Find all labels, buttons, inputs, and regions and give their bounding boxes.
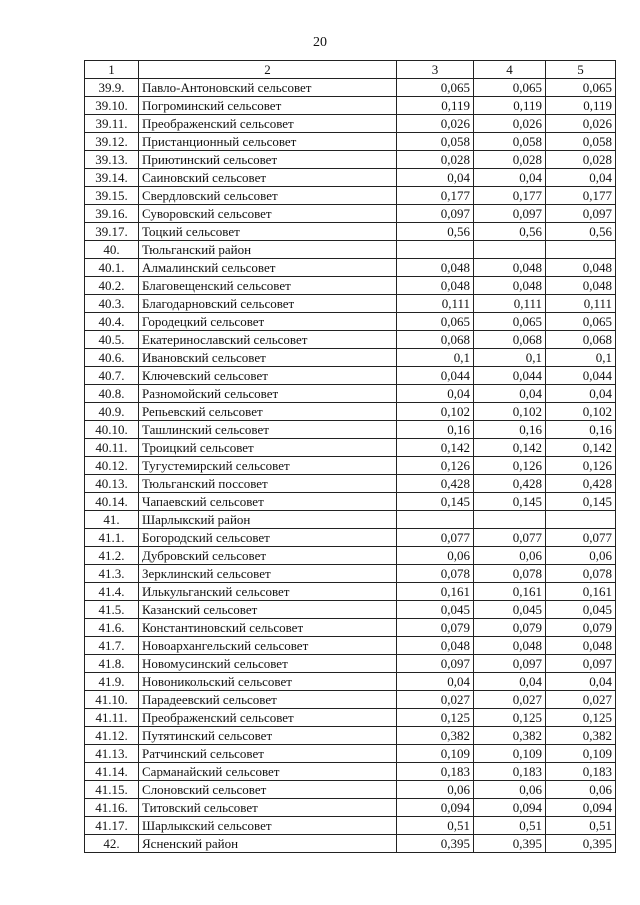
row-name: Новомусинский сельсовет (139, 655, 397, 673)
row-value-3: 0,51 (397, 817, 474, 835)
row-name: Приютинский сельсовет (139, 151, 397, 169)
table-row (85, 367, 616, 385)
row-value-4 (474, 511, 546, 529)
row-value-5: 0,065 (546, 79, 616, 97)
row-name: Ратчинский сельсовет (139, 745, 397, 763)
row-name: Тюльганский поссовет (139, 475, 397, 493)
row-value-3: 0,04 (397, 169, 474, 187)
row-name: Тугустемирский сельсовет (139, 457, 397, 475)
row-value-5: 0,56 (546, 223, 616, 241)
table-row (85, 169, 616, 187)
row-name: Свердловский сельсовет (139, 187, 397, 205)
row-name: Новоникольский сельсовет (139, 673, 397, 691)
table-row (85, 331, 616, 349)
row-name: Разномойский сельсовет (139, 385, 397, 403)
row-number: 41.7. (85, 637, 139, 655)
row-name: Чапаевский сельсовет (139, 493, 397, 511)
row-value-5: 0,382 (546, 727, 616, 745)
table-row (85, 295, 616, 313)
row-value-5: 0,125 (546, 709, 616, 727)
row-name: Саиновский сельсовет (139, 169, 397, 187)
row-number: 41.3. (85, 565, 139, 583)
row-value-5: 0,126 (546, 457, 616, 475)
row-value-5: 0,06 (546, 547, 616, 565)
row-number: 40.7. (85, 367, 139, 385)
row-name: Ключевский сельсовет (139, 367, 397, 385)
row-name: Титовский сельсовет (139, 799, 397, 817)
row-value-4: 0,06 (474, 547, 546, 565)
row-value-3: 0,161 (397, 583, 474, 601)
table-row (85, 439, 616, 457)
row-value-4: 0,079 (474, 619, 546, 637)
row-value-5: 0,428 (546, 475, 616, 493)
row-value-5: 0,04 (546, 169, 616, 187)
table-row (85, 763, 616, 781)
row-number: 41.13. (85, 745, 139, 763)
row-name: Репьевский сельсовет (139, 403, 397, 421)
row-number: 40.3. (85, 295, 139, 313)
table-row (85, 457, 616, 475)
table-row (85, 835, 616, 853)
row-name: Новоархангельский сельсовет (139, 637, 397, 655)
row-value-4: 0,097 (474, 655, 546, 673)
row-number: 40.1. (85, 259, 139, 277)
row-number: 39.10. (85, 97, 139, 115)
row-value-4: 0,048 (474, 259, 546, 277)
row-number: 41.4. (85, 583, 139, 601)
row-number: 40.11. (85, 439, 139, 457)
row-value-3: 0,027 (397, 691, 474, 709)
row-number: 42. (85, 835, 139, 853)
row-name: Преображенский сельсовет (139, 115, 397, 133)
table-row (85, 259, 616, 277)
row-number: 39.13. (85, 151, 139, 169)
row-value-5: 0,16 (546, 421, 616, 439)
row-value-3 (397, 511, 474, 529)
row-number: 41.8. (85, 655, 139, 673)
table-header-row (85, 61, 616, 79)
row-number: 40.5. (85, 331, 139, 349)
table-row (85, 565, 616, 583)
row-number: 41.16. (85, 799, 139, 817)
row-value-4: 0,048 (474, 637, 546, 655)
row-value-5: 0,1 (546, 349, 616, 367)
row-name: Павло-Антоновский сельсовет (139, 79, 397, 97)
row-value-4: 0,161 (474, 583, 546, 601)
row-value-5: 0,097 (546, 655, 616, 673)
row-number: 41. (85, 511, 139, 529)
row-value-5: 0,048 (546, 637, 616, 655)
row-number: 39.16. (85, 205, 139, 223)
row-value-3: 0,145 (397, 493, 474, 511)
table-row (85, 79, 616, 97)
row-value-5: 0,04 (546, 673, 616, 691)
row-name: Константиновский сельсовет (139, 619, 397, 637)
row-name: Суворовский сельсовет (139, 205, 397, 223)
row-number: 41.6. (85, 619, 139, 637)
row-value-3: 0,428 (397, 475, 474, 493)
row-value-5: 0,183 (546, 763, 616, 781)
row-value-3: 0,068 (397, 331, 474, 349)
row-value-4: 0,04 (474, 673, 546, 691)
row-number: 41.12. (85, 727, 139, 745)
row-value-3: 0,142 (397, 439, 474, 457)
row-value-5: 0,048 (546, 259, 616, 277)
row-value-5: 0,145 (546, 493, 616, 511)
row-value-3: 0,06 (397, 547, 474, 565)
row-name: Ясненский район (139, 835, 397, 853)
table-row (85, 799, 616, 817)
row-value-3: 0,109 (397, 745, 474, 763)
row-number: 40.13. (85, 475, 139, 493)
row-value-3 (397, 241, 474, 259)
row-value-4: 0,044 (474, 367, 546, 385)
row-value-3: 0,16 (397, 421, 474, 439)
data-table (84, 60, 616, 853)
row-value-3: 0,06 (397, 781, 474, 799)
row-value-3: 0,077 (397, 529, 474, 547)
row-name: Благодарновский сельсовет (139, 295, 397, 313)
row-value-3: 0,094 (397, 799, 474, 817)
row-value-4: 0,068 (474, 331, 546, 349)
row-value-4: 0,177 (474, 187, 546, 205)
row-value-3: 0,058 (397, 133, 474, 151)
row-value-4: 0,04 (474, 385, 546, 403)
table-row (85, 817, 616, 835)
table-body (85, 61, 616, 853)
row-value-3: 0,04 (397, 673, 474, 691)
row-value-3: 0,097 (397, 205, 474, 223)
row-value-3: 0,048 (397, 277, 474, 295)
row-name: Алмалинский сельсовет (139, 259, 397, 277)
row-value-4: 0,097 (474, 205, 546, 223)
row-number: 39.11. (85, 115, 139, 133)
table-row (85, 115, 616, 133)
row-value-4: 0,183 (474, 763, 546, 781)
row-value-3: 0,111 (397, 295, 474, 313)
table-row (85, 151, 616, 169)
row-value-5 (546, 241, 616, 259)
row-value-5: 0,058 (546, 133, 616, 151)
table-row (85, 619, 616, 637)
row-value-5: 0,119 (546, 97, 616, 115)
row-number: 41.14. (85, 763, 139, 781)
table-row (85, 493, 616, 511)
row-value-5: 0,044 (546, 367, 616, 385)
row-value-5: 0,04 (546, 385, 616, 403)
row-value-3: 0,079 (397, 619, 474, 637)
row-number: 40.6. (85, 349, 139, 367)
table-row (85, 691, 616, 709)
row-number: 40.12. (85, 457, 139, 475)
row-name: Тоцкий сельсовет (139, 223, 397, 241)
row-value-4: 0,065 (474, 79, 546, 97)
table-row (85, 421, 616, 439)
row-name: Ташлинский сельсовет (139, 421, 397, 439)
row-value-4: 0,56 (474, 223, 546, 241)
row-value-5: 0,026 (546, 115, 616, 133)
row-value-4: 0,1 (474, 349, 546, 367)
table-row (85, 313, 616, 331)
row-value-5: 0,142 (546, 439, 616, 457)
row-name: Екатеринославский сельсовет (139, 331, 397, 349)
row-value-3: 0,1 (397, 349, 474, 367)
row-value-5: 0,177 (546, 187, 616, 205)
row-value-3: 0,065 (397, 313, 474, 331)
table-row (85, 673, 616, 691)
page-number: 20 (313, 35, 327, 50)
row-value-4: 0,109 (474, 745, 546, 763)
row-name: Путятинский сельсовет (139, 727, 397, 745)
row-value-5 (546, 511, 616, 529)
table-row (85, 745, 616, 763)
row-value-3: 0,048 (397, 637, 474, 655)
table-row (85, 583, 616, 601)
row-number: 40.14. (85, 493, 139, 511)
table-row (85, 223, 616, 241)
row-value-3: 0,04 (397, 385, 474, 403)
row-name: Зерклинский сельсовет (139, 565, 397, 583)
row-name: Парадеевский сельсовет (139, 691, 397, 709)
table-row (85, 349, 616, 367)
table-row (85, 601, 616, 619)
table-row (85, 205, 616, 223)
row-value-3: 0,028 (397, 151, 474, 169)
row-value-5: 0,111 (546, 295, 616, 313)
row-value-3: 0,56 (397, 223, 474, 241)
header-col-4: 4 (474, 61, 546, 79)
row-name: Ивановский сельсовет (139, 349, 397, 367)
row-value-3: 0,045 (397, 601, 474, 619)
header-col-2: 2 (139, 61, 397, 79)
table-row (85, 637, 616, 655)
row-value-4: 0,04 (474, 169, 546, 187)
row-number: 40.8. (85, 385, 139, 403)
row-value-5: 0,161 (546, 583, 616, 601)
row-value-5: 0,068 (546, 331, 616, 349)
row-name: Городецкий сельсовет (139, 313, 397, 331)
table-row (85, 529, 616, 547)
row-number: 39.14. (85, 169, 139, 187)
row-name: Пристанционный сельсовет (139, 133, 397, 151)
row-number: 39.12. (85, 133, 139, 151)
row-number: 41.9. (85, 673, 139, 691)
row-number: 40.9. (85, 403, 139, 421)
row-number: 40.4. (85, 313, 139, 331)
table-row (85, 655, 616, 673)
table-row (85, 277, 616, 295)
row-name: Дубровский сельсовет (139, 547, 397, 565)
row-value-5: 0,045 (546, 601, 616, 619)
row-value-4: 0,428 (474, 475, 546, 493)
row-number: 41.5. (85, 601, 139, 619)
row-value-3: 0,097 (397, 655, 474, 673)
row-value-3: 0,183 (397, 763, 474, 781)
table-row (85, 709, 616, 727)
row-name: Погроминский сельсовет (139, 97, 397, 115)
table-row (85, 547, 616, 565)
row-value-3: 0,119 (397, 97, 474, 115)
row-number: 40.2. (85, 277, 139, 295)
row-name: Преображенский сельсовет (139, 709, 397, 727)
row-number: 41.17. (85, 817, 139, 835)
table-row (85, 187, 616, 205)
row-number: 41.1. (85, 529, 139, 547)
row-number: 41.2. (85, 547, 139, 565)
row-value-3: 0,125 (397, 709, 474, 727)
row-value-3: 0,177 (397, 187, 474, 205)
table-row (85, 97, 616, 115)
table-row (85, 385, 616, 403)
row-value-4 (474, 241, 546, 259)
row-value-4: 0,045 (474, 601, 546, 619)
row-number: 41.11. (85, 709, 139, 727)
header-col-3: 3 (397, 61, 474, 79)
row-value-4: 0,028 (474, 151, 546, 169)
row-value-3: 0,395 (397, 835, 474, 853)
header-col-1: 1 (85, 61, 139, 79)
row-value-4: 0,065 (474, 313, 546, 331)
row-name: Благовещенский сельсовет (139, 277, 397, 295)
row-value-5: 0,51 (546, 817, 616, 835)
table-row (85, 511, 616, 529)
row-number: 39.17. (85, 223, 139, 241)
row-name: Сарманайский сельсовет (139, 763, 397, 781)
row-value-5: 0,048 (546, 277, 616, 295)
row-value-4: 0,111 (474, 295, 546, 313)
table-row (85, 403, 616, 421)
row-value-4: 0,382 (474, 727, 546, 745)
row-name: Тюльганский район (139, 241, 397, 259)
row-number: 39.9. (85, 79, 139, 97)
row-value-3: 0,382 (397, 727, 474, 745)
table-row (85, 241, 616, 259)
row-value-4: 0,145 (474, 493, 546, 511)
row-value-4: 0,058 (474, 133, 546, 151)
row-value-5: 0,109 (546, 745, 616, 763)
row-name: Шарлыкский район (139, 511, 397, 529)
row-value-4: 0,126 (474, 457, 546, 475)
row-value-5: 0,395 (546, 835, 616, 853)
row-number: 39.15. (85, 187, 139, 205)
row-value-5: 0,078 (546, 565, 616, 583)
row-value-5: 0,06 (546, 781, 616, 799)
row-value-4: 0,119 (474, 97, 546, 115)
row-name: Илькульганский сельсовет (139, 583, 397, 601)
row-value-5: 0,027 (546, 691, 616, 709)
row-value-3: 0,126 (397, 457, 474, 475)
row-value-5: 0,079 (546, 619, 616, 637)
table-row (85, 727, 616, 745)
row-value-3: 0,026 (397, 115, 474, 133)
row-value-4: 0,51 (474, 817, 546, 835)
row-value-4: 0,395 (474, 835, 546, 853)
row-value-5: 0,094 (546, 799, 616, 817)
row-value-5: 0,065 (546, 313, 616, 331)
row-value-4: 0,026 (474, 115, 546, 133)
row-value-4: 0,142 (474, 439, 546, 457)
row-value-4: 0,06 (474, 781, 546, 799)
row-value-4: 0,094 (474, 799, 546, 817)
row-value-3: 0,044 (397, 367, 474, 385)
row-number: 40.10. (85, 421, 139, 439)
row-value-4: 0,125 (474, 709, 546, 727)
row-number: 41.15. (85, 781, 139, 799)
row-name: Казанский сельсовет (139, 601, 397, 619)
row-value-3: 0,065 (397, 79, 474, 97)
row-name: Богородский сельсовет (139, 529, 397, 547)
row-number: 41.10. (85, 691, 139, 709)
row-value-4: 0,16 (474, 421, 546, 439)
row-value-4: 0,048 (474, 277, 546, 295)
row-value-4: 0,102 (474, 403, 546, 421)
row-value-5: 0,102 (546, 403, 616, 421)
row-name: Шарлыкский сельсовет (139, 817, 397, 835)
row-value-4: 0,027 (474, 691, 546, 709)
table-row (85, 475, 616, 493)
row-name: Слоновский сельсовет (139, 781, 397, 799)
row-value-4: 0,077 (474, 529, 546, 547)
row-number: 40. (85, 241, 139, 259)
row-value-5: 0,097 (546, 205, 616, 223)
row-value-3: 0,102 (397, 403, 474, 421)
table-row (85, 781, 616, 799)
row-value-5: 0,028 (546, 151, 616, 169)
row-value-3: 0,078 (397, 565, 474, 583)
table-row (85, 133, 616, 151)
header-col-5: 5 (546, 61, 616, 79)
row-name: Троицкий сельсовет (139, 439, 397, 457)
row-value-4: 0,078 (474, 565, 546, 583)
row-value-5: 0,077 (546, 529, 616, 547)
row-value-3: 0,048 (397, 259, 474, 277)
